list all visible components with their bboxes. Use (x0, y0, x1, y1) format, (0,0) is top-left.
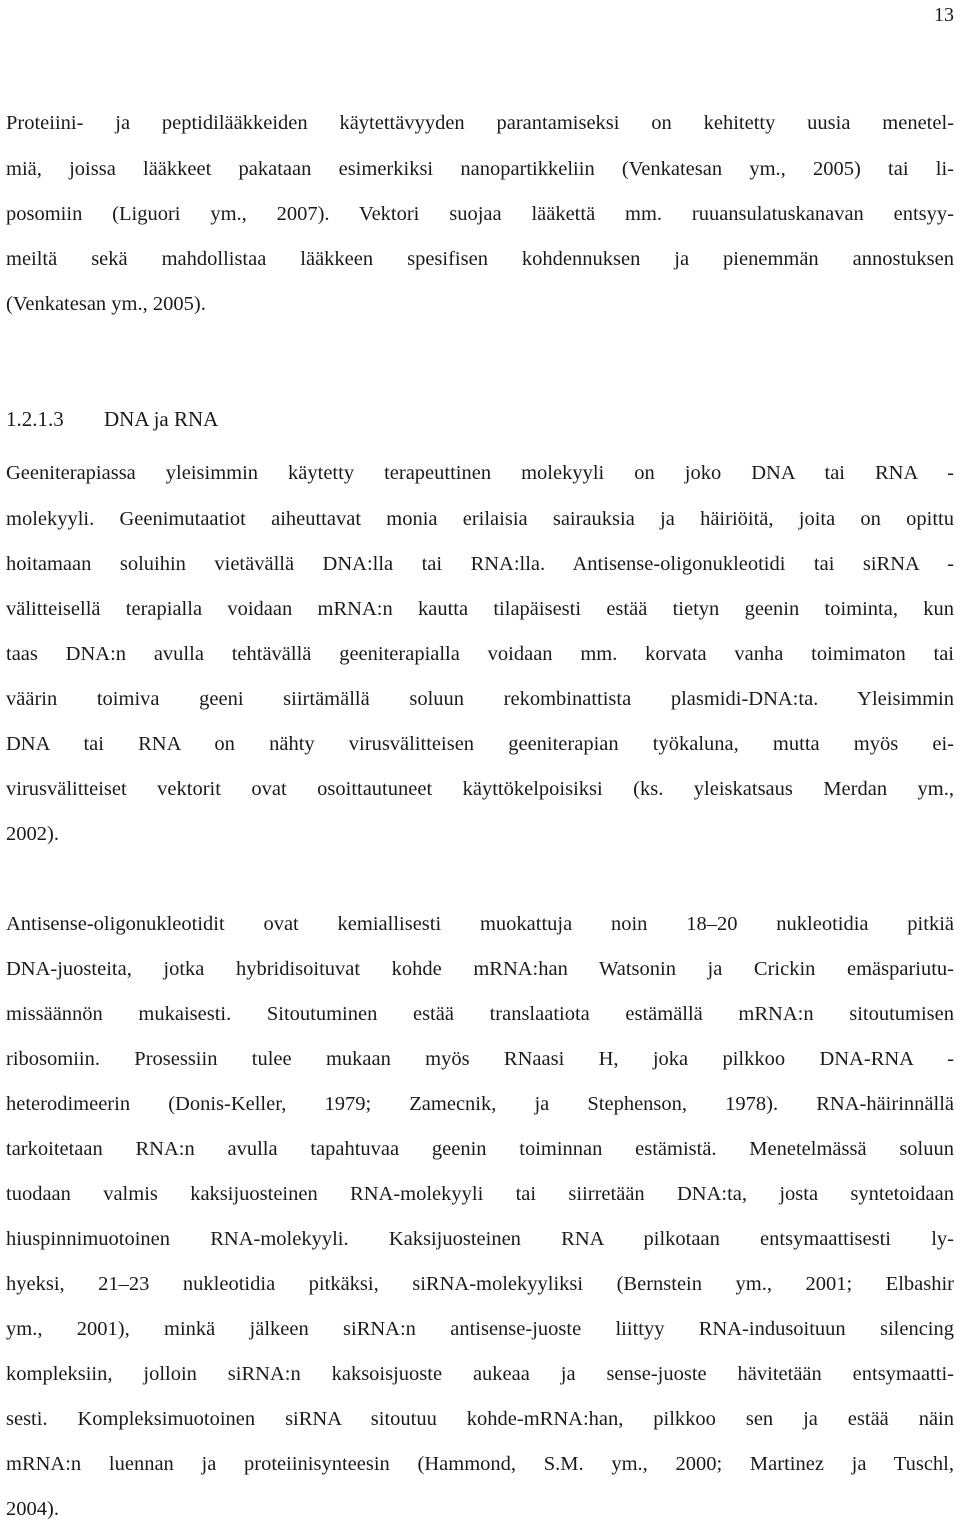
text-line: Proteiini- ja peptidilääkkeiden käytettävyyden parantamiseksi on kehitetty uusia menetel- (6, 112, 954, 134)
text-line: Antisense-oligonukleotidit ovat kemiallisesti muokattuja noin 18–20 nukleotidia pitkiä (6, 913, 954, 935)
section-number: 1.2.1.3 (6, 407, 64, 431)
text-line: väärin toimiva geeni siirtämällä soluun rekombinattista plasmidi-DNA:ta. Yleisimmin (6, 688, 954, 710)
text-line: taas DNA:n avulla tehtävällä geeniterapialla voidaan mm. korvata vanha toimimaton tai (6, 643, 954, 665)
text-line: mRNA:n luennan ja proteiinisynteesin (Hammond, S.M. ym., 2000; Martinez ja Tuschl, (6, 1453, 954, 1475)
text-line: kompleksiin, jolloin siRNA:n kaksoisjuoste aukeaa ja sense-juoste hävitetään entsymaatti- (6, 1363, 954, 1385)
text-line: miä, joissa lääkkeet pakataan esimerkiksi nanopartikkeliin (Venkatesan ym., 2005) tai li- (6, 158, 954, 180)
text-line: posomiin (Liguori ym., 2007). Vektori suojaa lääkettä mm. ruuansulatuskanavan entsyy- (6, 203, 954, 225)
page-number: 13 (934, 4, 954, 26)
text-line: hiuspinnimuotoinen RNA-molekyyli. Kaksijuosteinen RNA pilkotaan entsymaattisesti ly- (6, 1228, 954, 1250)
text-line: missäännön mukaisesti. Sitoutuminen estää translaatiota estämällä mRNA:n sitoutumisen (6, 1003, 954, 1025)
text-line: meiltä sekä mahdollistaa lääkkeen spesifisen kohdennuksen ja pienemmän annostuksen (6, 248, 954, 270)
text-line: ribosomiin. Prosessiin tulee mukaan myös RNaasi H, joka pilkkoo DNA-RNA - (6, 1048, 954, 1070)
text-line: Geeniterapiassa yleisimmin käytetty terapeuttinen molekyyli on joko DNA tai RNA - (6, 462, 954, 484)
text-line: hoitamaan soluihin vietävällä DNA:lla tai RNA:lla. Antisense-oligonukleotidi tai siRNA - (6, 553, 954, 575)
text-line: tarkoitetaan RNA:n avulla tapahtuvaa geenin toiminnan estämistä. Menetelmässä soluun (6, 1138, 954, 1160)
text-line: ym., 2001), minkä jälkeen siRNA:n antisense-juoste liittyy RNA-indusoituun silencing (6, 1318, 954, 1340)
text-line: välitteisellä terapialla voidaan mRNA:n kautta tilapäisesti estää tietyn geenin toiminta, kun (6, 598, 954, 620)
text-line: virusvälitteiset vektorit ovat osoittautuneet käyttökelpoisiksi (ks. yleiskatsaus Merdan ym., (6, 778, 954, 800)
text-line: molekyyli. Geenimutaatiot aiheuttavat monia erilaisia sairauksia ja häiriöitä, joita on opittu (6, 508, 954, 530)
text-line: hyeksi, 21–23 nukleotidia pitkäksi, siRNA-molekyyliksi (Bernstein ym., 2001; Elbashir (6, 1273, 954, 1295)
text-line: 2002). (6, 823, 59, 845)
text-line: heterodimeerin (Donis-Keller, 1979; Zamecnik, ja Stephenson, 1978). RNA-häirinnällä (6, 1093, 954, 1115)
text-line: tuodaan valmis kaksijuosteinen RNA-molekyyli tai siirretään DNA:ta, josta syntetoidaan (6, 1183, 954, 1205)
section-heading (6, 406, 218, 432)
text-line: sesti. Kompleksimuotoinen siRNA sitoutuu kohde-mRNA:han, pilkkoo sen ja estää näin (6, 1408, 954, 1430)
section-title: DNA ja RNA (104, 407, 219, 431)
text-line: DNA-juosteita, jotka hybridisoituvat kohde mRNA:han Watsonin ja Crickin emäspariutu- (6, 958, 954, 980)
text-line: DNA tai RNA on nähty virusvälitteisen geeniterapian työkaluna, mutta myös ei- (6, 733, 954, 755)
text-line: 2004). (6, 1498, 59, 1520)
text-line: (Venkatesan ym., 2005). (6, 293, 206, 315)
